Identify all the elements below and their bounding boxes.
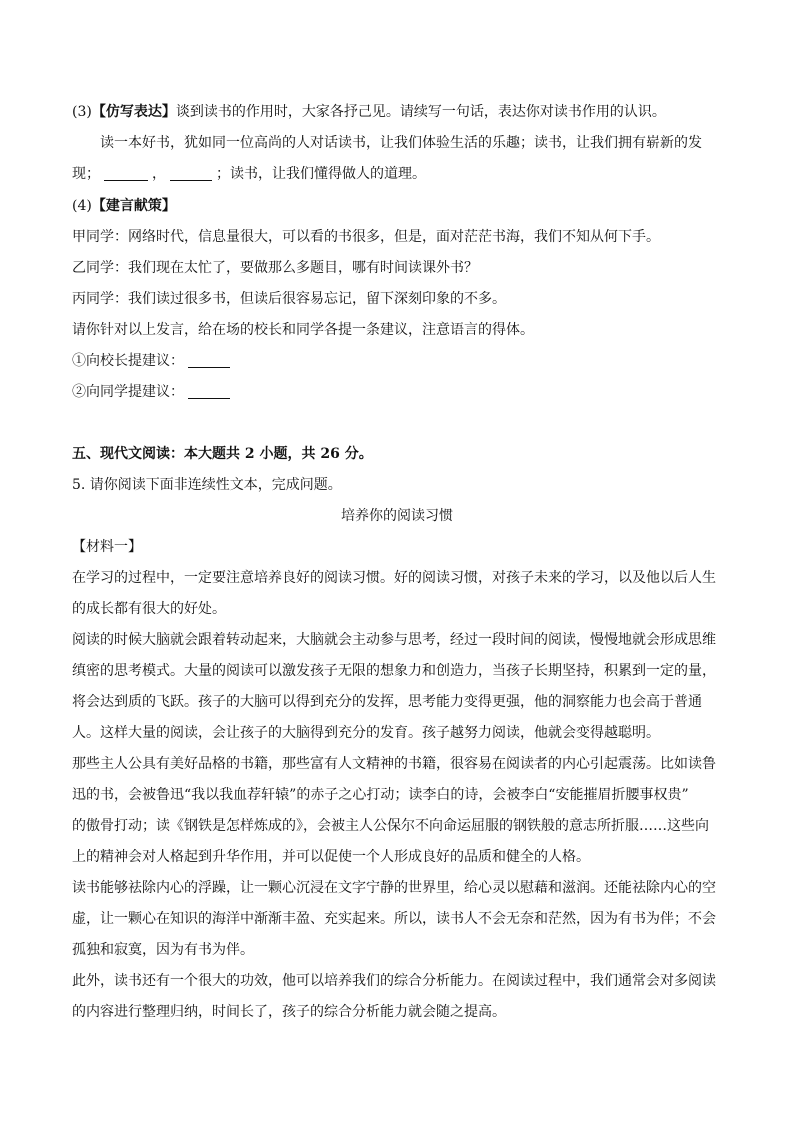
q4-tag: 【建言献策】	[91, 198, 176, 214]
q3-tag: 【仿写表达】	[91, 104, 176, 120]
passage-line: 读书能够祛除内心的浮躁，让一颗心沉浸在文字宁静的世界里，给心灵以慰藉和滋润。还能祛除内心的空	[72, 880, 716, 896]
passage-line: 人。这样大量的阅读，会让孩子的大脑得到充分的发育。孩子越努力阅读，他就会变得越聪明。	[72, 725, 660, 741]
passage-line: 将会达到质的飞跃。孩子的大脑可以得到充分的发挥，思考能力变得更强，他的洞察能力也会高于普通	[72, 694, 702, 710]
section-5-heading: 五、现代文阅读：本大题共 2 小题，共 26 分。	[72, 446, 373, 462]
passage-line: 在学习的过程中，一定要注意培养良好的阅读习惯。好的阅读习惯，对孩子未来的学习，以及他以后人生	[72, 570, 716, 586]
q3-line2-end: ；读书，让我们懂得做人的道理。	[216, 166, 426, 182]
q3-example-line1: 读一本好书，犹如同一位高尚的人对话读书，让我们体验生活的乐趣；读书，让我们拥有崭新的发	[100, 135, 702, 151]
student-bing-statement: 丙同学：我们读过很多书，但读后很容易忘记，留下深刻印象的不多。	[72, 291, 506, 307]
passage-line: 那些主人公具有美好品格的书籍，那些富有人文精神的书籍，很容易在阅读者的内心引起震荡。比如读鲁	[72, 756, 716, 772]
answer-blank-classmates[interactable]	[188, 384, 230, 399]
material-one-label: 【材料一】	[72, 539, 142, 555]
answer-blank-principal[interactable]	[188, 353, 230, 368]
passage-line: 孤独和寂寞，因为有书为伴。	[72, 942, 254, 958]
passage-title: 培养你的阅读习惯	[341, 508, 453, 524]
passage-line: 迅的书，会被鲁迅“我以我血荐轩辕”的赤子之心打动；读李白的诗，会被李白“安能摧眉折腰事权贵”	[72, 787, 689, 803]
passage-line: 虚，让一颗心在知识的海洋中渐渐丰盈、充实起来。所以，读书人不会无奈和茫然，因为有书为伴；不会	[72, 911, 716, 927]
passage-line: 缜密的思考模式。大量的阅读可以激发孩子无限的想象力和创造力，当孩子长期坚持，积累到一定的量，	[72, 663, 716, 679]
answer-blank-2[interactable]	[170, 166, 212, 181]
q4-instruction: 请你针对以上发言，给在场的校长和同学各提一条建议，注意语言的得体。	[72, 322, 534, 338]
suggestion-to-principal-label: ①向校长提建议：	[72, 353, 184, 369]
passage-line: 上的精神会对人格起到升华作用，并可以促使一个人形成良好的品质和健全的人格。	[72, 849, 590, 865]
student-jia-statement: 甲同学：网络时代，信息量很大，可以看的书很多，但是，面对茫茫书海，我们不知从何下手。	[72, 229, 660, 245]
q3-line2-start: 现；	[72, 166, 100, 182]
q3-comma: ，	[152, 166, 166, 182]
suggestion-to-classmates-label: ②向同学提建议：	[72, 384, 184, 400]
answer-blank-1[interactable]	[104, 166, 148, 181]
student-yi-statement: 乙同学：我们现在太忙了，要做那么多题目，哪有时间读课外书？	[72, 260, 478, 276]
suggestion-to-classmates	[72, 382, 230, 402]
q4-number: (4)	[72, 198, 92, 214]
passage-line: 此外，读书还有一个很大的功效，他可以培养我们的综合分析能力。在阅读过程中，我们通常会对多阅读	[72, 973, 716, 989]
q3-prompt	[72, 102, 666, 122]
q4-heading	[72, 196, 176, 216]
passage-line: 阅读的时候大脑就会跟着转动起来，大脑就会主动参与思考，经过一段时间的阅读，慢慢地就会形成思维	[72, 632, 716, 648]
passage-line: 的傲骨打动；读《钢铁是怎样炼成的》，会被主人公保尔不向命运屈服的钢铁般的意志所折服……这些向	[72, 818, 709, 834]
question-5-prompt: 5. 请你阅读下面非连续性文本，完成问题。	[72, 477, 342, 493]
q3-number: (3)	[72, 104, 92, 120]
q3-example-line2	[72, 164, 426, 184]
passage-line: 的内容进行整理归纳，时间长了，孩子的综合分析能力就会随之提高。	[72, 1004, 506, 1020]
q3-prompt-text: 谈到读书的作用时，大家各抒己见。请续写一句话，表达你对读书作用的认识。	[175, 104, 666, 120]
passage-line: 的成长都有很大的好处。	[72, 601, 226, 617]
suggestion-to-principal	[72, 351, 230, 371]
